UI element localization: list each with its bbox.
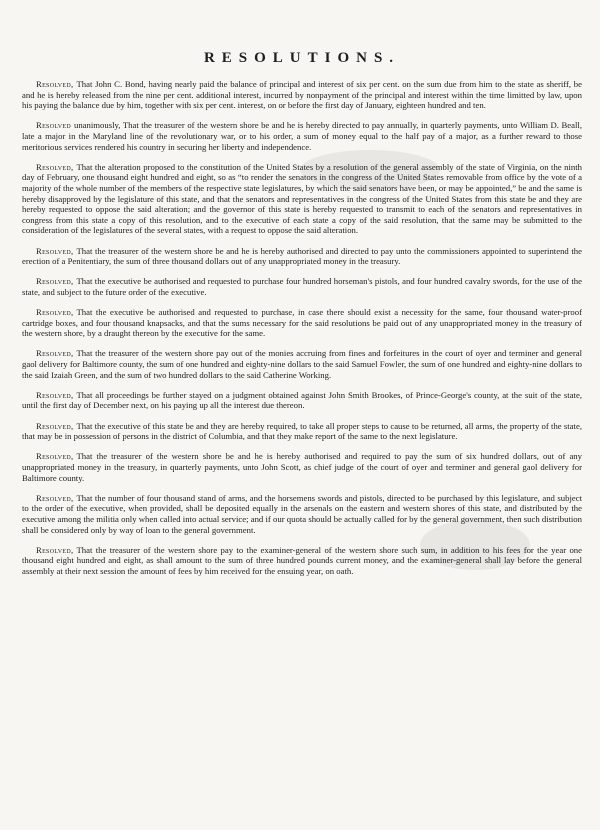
resolution-keyword: Resolved,: [36, 245, 74, 256]
resolution-keyword: Resolved,: [36, 307, 74, 318]
resolution-text: That all proceedings be further stayed on a judgment obtained against John Smith Brookes, of Prince-George's county, at the suit of the state, until the first day of December next, on his paying up all the interest due thereon.: [22, 389, 582, 411]
resolution-text: That the number of four thousand stand of arms, and the horsemens swords and pistols, directed to be purchased by this legislature, and subject to the order of the executive, when provided, shall be deposited equally in the arsenals on the eastern and western shores of this state, and distributed by the executive among the militia only when called into actual service; and if our quota should be actually called for by the general government, then such distribution shall be considered only by way of loan to the general government.: [22, 492, 582, 535]
resolution-keyword: Resolved,: [36, 79, 74, 89]
resolution-paragraph: [22, 307, 582, 339]
resolution-keyword: Resolved: [36, 120, 71, 131]
resolution-paragraph: [22, 162, 582, 236]
resolution-keyword: Resolved,: [36, 389, 74, 400]
resolution-text: unanimously, That the treasurer of the western shore be and he is hereby directed to pay annually, in quarterly payments, unto William D. Beall, late a major in the Maryland line of the revolutionary war, or to his order, a sum of money equal to the half pay of a major, as a further reward to those meritorious services rendered his country in securing her liberty and independence.: [22, 120, 582, 152]
resolution-keyword: Resolved,: [36, 451, 74, 462]
resolution-paragraph: [22, 348, 582, 380]
resolution-text: That the treasurer of the western shore pay to the examiner-general of the western shore such sum, in addition to his fees for the year one thousand eight hundred and eight, as shall amount to the sum of three hundred pounds current money, and the examiner-general shall lay before the general assembly at their next session the amount of fees by him received for the ensuing year, on oath.: [22, 544, 582, 576]
resolution-text: That the executive be authorised and requested to purchase four hundred horseman's pistols, and four hundred cavalry swords, for the use of the state, and subject to the future order of the executive.: [22, 276, 582, 297]
resolution-text: That John C. Bond, having nearly paid the balance of principal and interest of six per cent. on the sum due from him to the state as sheriff, be and he is hereby released from the nine per cent. additional interest, incurred by nonpayment of the principal and interest within the time limitted by law, upon his paying the balance due by him, together with six per cent. interest, on or before the first day of January, eighteen hundred and ten.: [22, 79, 582, 111]
resolution-paragraph: [22, 390, 582, 411]
resolution-keyword: Resolved,: [36, 420, 74, 431]
resolution-paragraph: [22, 276, 582, 297]
resolution-paragraph: [22, 120, 582, 152]
resolution-keyword: Resolved,: [36, 161, 74, 172]
resolution-text: That the treasurer of the western shore be and he is hereby authorised and directed to pay unto the commissioners appointed to superintend the erection of a Penitentiary, the sum of three thousand dollars out of any unappropriated money in the treasury.: [22, 245, 582, 267]
resolution-keyword: Resolved,: [36, 492, 74, 503]
resolution-keyword: Resolved,: [36, 276, 74, 287]
resolution-paragraph: [22, 493, 582, 535]
document-title: RESOLUTIONS.: [203, 50, 401, 66]
resolution-text: That the alteration proposed to the constitution of the United States by a resolution of the general assembly of the state of Virginia, on the ninth day of February, one thousand eight hundred and eight, so as “to render the senators in the congress of the United States removable from office by the vote of a majority of the whole number of the members of the respective state legislatures, by which the said senators have been, or may be appointed,” be and the same is hereby disapproved by the legislature of this state, and that the senators and representatives in the congress of the United States from this state be and they are hereby requested to oppose the said alteration; and the governor of this state is hereby requested to transmit to each of the senators and representatives in congress from this state a copy of this resolution, and to the executive of each state a copy of the said resolution, that the same may be submitted to the consideration of the legislatures of the several states, with a request to oppose the said alteration.: [22, 161, 582, 236]
resolution-paragraph: [22, 421, 582, 442]
resolution-keyword: Resolved,: [36, 348, 74, 359]
resolution-keyword: Resolved,: [36, 544, 74, 555]
resolution-text: That the treasurer of the western shore pay out of the monies accruing from fines and forfeitures in the court of oyer and terminer and general gaol delivery for Baltimore county, the sum of one hundred and eighty-nine dollars to the said Samuel Fowler, the sum of one hundred and eighty-nine dollars to the said Izaiah Green, and the sum of two hundred dollars to the said Catherine Working.: [22, 348, 582, 380]
resolution-paragraph: [22, 545, 582, 577]
resolution-text: That the treasurer of the western shore be and he is hereby authorised and required to pay the sum of six hundred dollars, out of any unappropriated money in the treasury, in quarterly payments, unto John Scott, as chief judge of the court of oyer and terminer and general gaol delivery for Baltimore county.: [22, 451, 582, 483]
resolution-paragraph: [22, 246, 582, 267]
resolution-paragraph: [22, 451, 582, 483]
resolution-text: That the executive of this state be and they are hereby required, to take all proper steps to cause to be returned, all arms, the property of the state, that may be in possession of persons in the district of Columbia, and that they make report of the same to the next legislature.: [22, 420, 582, 442]
resolution-text: That the executive be authorised and requested to purchase, in case there should exist a necessity for the same, four thousand water-proof cartridge boxes, and four thousand knapsacks, and that the sums necessary for the said resolutions be paid out of any unappropriated money in the treasury of the western shore, by a draught thereon by the executive for the same.: [22, 307, 582, 339]
resolution-paragraph: [22, 79, 582, 111]
